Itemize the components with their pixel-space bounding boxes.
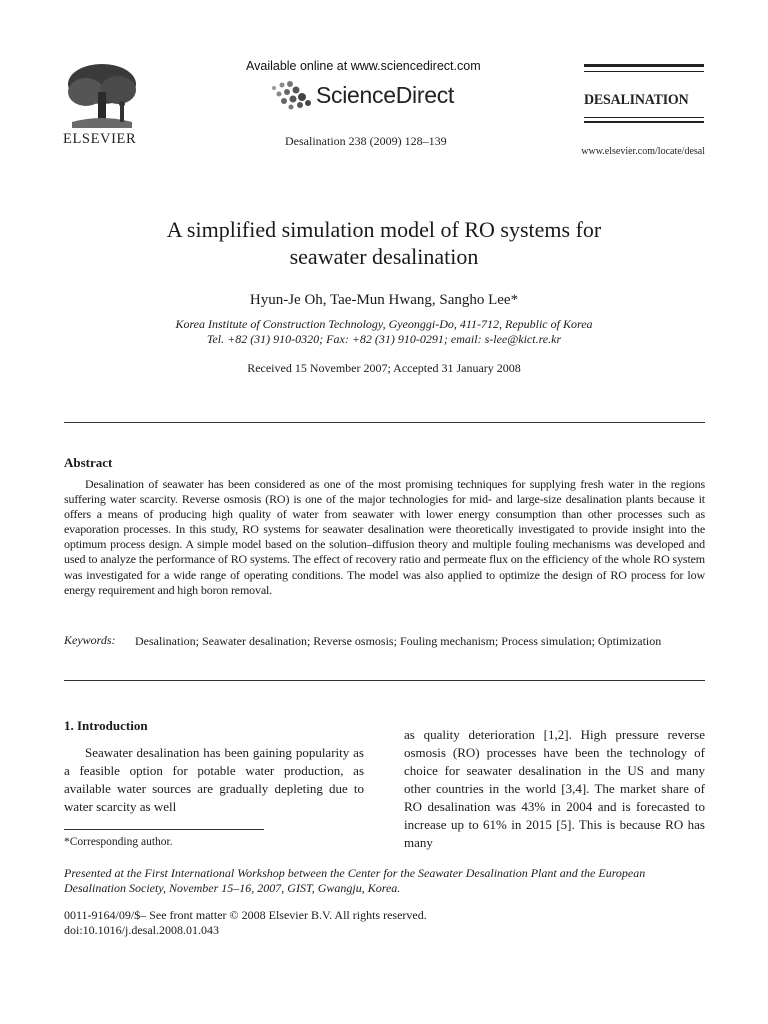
- received-dates: Received 15 November 2007; Accepted 31 January 2008: [247, 361, 521, 375]
- introduction-heading: 1. Introduction: [64, 718, 148, 733]
- elsevier-tree-logo-icon: [62, 62, 142, 130]
- title-line-1: A simplified simulation model of RO systems for: [166, 217, 602, 242]
- affiliation-line-1: Korea Institute of Construction Technology, Gyeonggi-Do, 411-712, Republic of Korea: [175, 317, 593, 331]
- abstract-heading: Abstract: [64, 455, 113, 470]
- journal-rule-top: [584, 64, 704, 67]
- abstract-text: Desalination of seawater has been considered as one of the most promising techniques for supplying fresh water in the regions suffering water scarcity. Reverse osmosis (RO) is one of the major technologies for mid- and large-size desalination plants because it offers a means of producing high quality of water from seawater with lower energy consumption than other processes such as evaporation processes. In this study, RO systems for seawater desalination were theoretically investigated to provide insight into the optimum process design. A simple model based on the solution–diffusion theory and multiple fouling mechanisms was developed and used to analyze the performance of RO systems. The effect of recovery ratio and permeate flux on the efficiency of the whole RO system was investigated for a wide range of operating conditions. The model was also applied to optimize the design of RO process for low energy requirement and high boron removal.: [64, 477, 705, 597]
- footnote-rule: [64, 829, 264, 830]
- copyright-block: [64, 908, 427, 938]
- divider-bottom: [64, 680, 705, 681]
- doi-link[interactable]: doi:10.1016/j.desal.2008.01.043: [64, 923, 219, 937]
- presented-note: Presented at the First International Workshop between the Center for the Seawater Desalination Plant and the European Desalination Society, November 15–16, 2007, GIST, Gwangju, Korea.: [64, 866, 646, 895]
- publisher-name: ELSEVIER: [63, 131, 137, 147]
- journal-url-link[interactable]: www.elsevier.com/locate/desal: [581, 146, 705, 157]
- introduction-column-1: Seawater desalination has been gaining popularity as a feasible option for potable water production, as available water sources are gradually depleting due to water scarcity as well: [64, 745, 364, 814]
- journal-citation: Desalination 238 (2009) 128–139: [285, 134, 447, 148]
- sciencedirect-brand: ScienceDirect: [316, 82, 454, 108]
- journal-rule-bottom: [584, 121, 704, 123]
- article-title: [64, 216, 704, 270]
- keywords-text: Desalination; Seawater desalination; Reverse osmosis; Fouling mechanism; Process simulation; Optimization: [135, 634, 662, 648]
- issn-line: 0011-9164/09/$– See front matter © 2008 Elsevier B.V. All rights reserved.: [64, 908, 427, 922]
- affiliation: [64, 317, 704, 347]
- journal-rule-top-thin: [584, 71, 704, 72]
- affiliation-line-2: Tel. +82 (31) 910-0320; Fax: +82 (31) 910-0291; email: s-lee@kict.re.kr: [206, 332, 562, 346]
- divider-top: [64, 422, 705, 423]
- introduction-column-2: as quality deterioration [1,2]. High pressure reverse osmosis (RO) processes have been the technology of choice for seawater desalination in the US and many other countries in the world [3,4]. The market share of RO desalination was 43% in 2004 and is forecasted to increase up to 61% in 2015 [5]. This is because RO has many: [404, 727, 705, 850]
- journal-rule-bottom-thin: [584, 117, 704, 118]
- title-line-2: seawater desalination: [289, 244, 479, 269]
- sciencedirect-dots-icon: [268, 80, 312, 110]
- available-online-link[interactable]: Available online at www.sciencedirect.com: [246, 59, 481, 73]
- corresponding-author-footnote: *Corresponding author.: [64, 836, 173, 848]
- authors: Hyun-Je Oh, Tae-Mun Hwang, Sangho Lee*: [249, 292, 519, 308]
- keywords-label: Keywords:: [64, 633, 116, 647]
- journal-name: DESALINATION: [584, 92, 689, 108]
